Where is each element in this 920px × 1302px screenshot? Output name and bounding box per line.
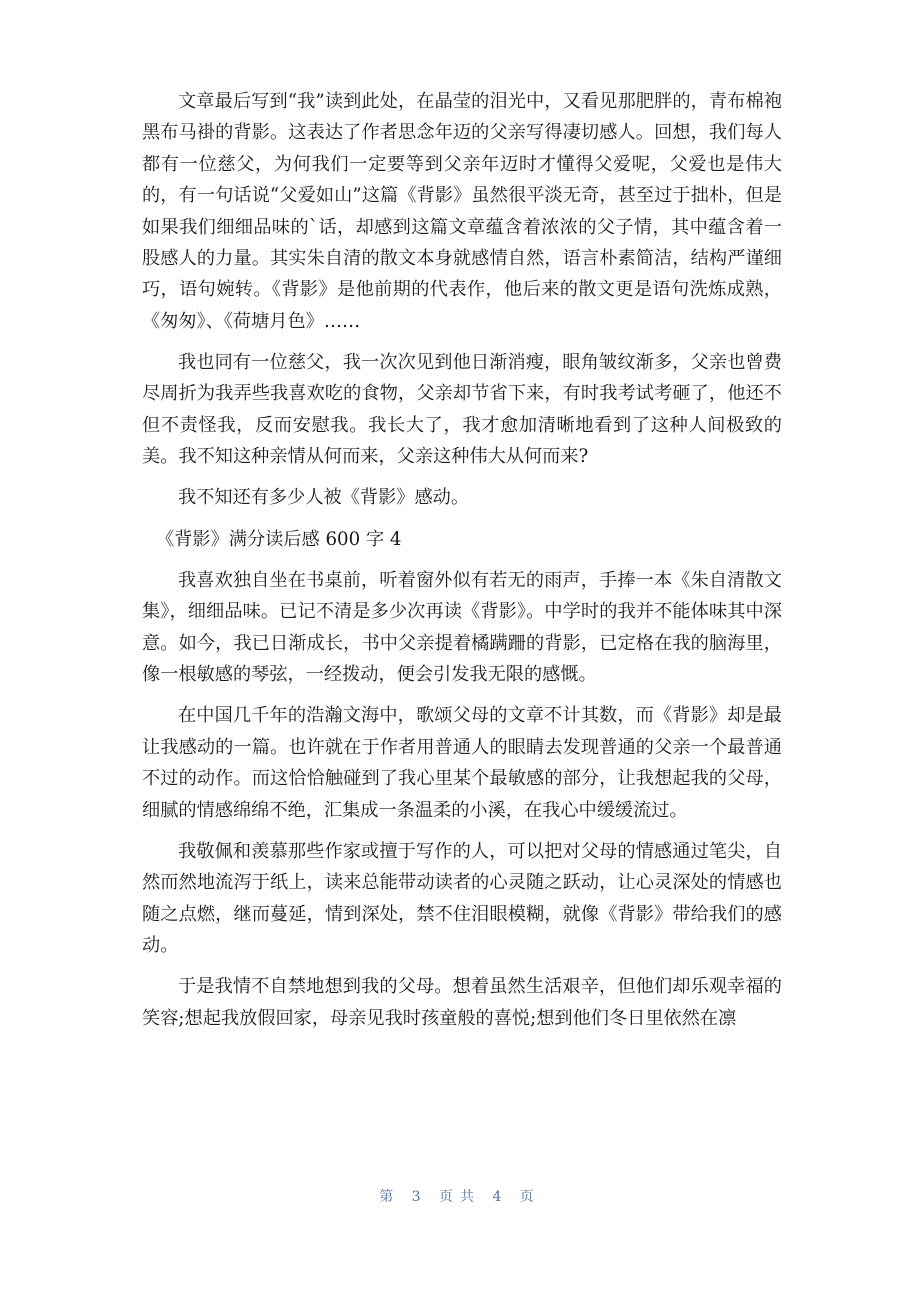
paragraph: 我敬佩和羡慕那些作家或擅于写作的人，可以把对父母的情感通过笔尖，自然而然地流泻于纸上，读来总能带动读者的心灵随之跃动，让心灵深处的情感也随之点燃，继而蔓延，情到深处，禁不住泪眼模糊，就像《背影》带给我们的感动。 [142, 840, 782, 956]
paragraph: 我也同有一位慈父，我一次次见到他日渐消瘦，眼角皱纹渐多，父亲也曾费尽周折为我弄些我喜欢吃的食物，父亲却节省下来，有时我考试考砸了，他还不但不责怪我，反而安慰我。我长大了，我才愈加清晰地看到了这种人间极致的美。我不知这种亲情从何而来，父亲这种伟大从何而来? [142, 352, 782, 468]
paragraph: 我不知还有多少人被《背影》感动。 [178, 487, 470, 509]
page-number-footer: 第 3 页共 4 页 [379, 1189, 541, 1205]
paragraph: 文章最后写到“我”读到此处，在晶莹的泪光中，又看见那肥胖的，青布棉袍黑布马褂的背影。这表达了作者思念年迈的父亲写得凄切感人。回想，我们每人都有一位慈父，为何我们一定要等到父亲年迈时才懂得父爱呢，父爱也是伟大的，有一句话说“父爱如山”这篇《背影》虽然很平淡无奇，甚至过于拙朴，但是如果我们细细品味的`话，却感到这篇文章蕴含着浓浓的父子情，其中蕴含着一股感人的力量。其实朱自清的散文本身就感情自然，语言朴素简洁，结构严谨细巧，语句婉转。《背影》是他前期的代表作，他后来的散文更是语句洗炼成熟，《匆匆》、《荷塘月色》…… [142, 91, 782, 332]
paragraph: 在中国几千年的浩瀚文海中，歌颂父母的文章不计其数，而《背影》却是最让我感动的一篇。也许就在于作者用普通人的眼睛去发现普通的父亲一个最普通不过的动作。而这恰恰触碰到了我心里某个最敏感的部分，让我想起我的父母，细腻的情感绵绵不绝，汇集成一条温柔的小溪，在我心中缓缓流过。 [142, 705, 782, 821]
paragraph: 我喜欢独自坐在书桌前，听着窗外似有若无的雨声，手捧一本《朱自清散文集》，细细品味。已记不清是多少次再读《背影》。中学时的我并不能体味其中深意。如今，我已日渐成长，书中父亲提着橘蹒跚的背影，已定格在我的脑海里，像一根敏感的琴弦，一经拨动，便会引发我无限的感慨。 [142, 569, 782, 686]
paragraph: 于是我情不自禁地想到我的父母。想着虽然生活艰辛，但他们却乐观幸福的笑容;想起我放假回家，母亲见我时孩童般的喜悦;想到他们冬日里依然在凛 [142, 976, 782, 1029]
document-body [142, 86, 782, 1044]
section-heading: 《背影》满分读后感 600 字 4 [156, 528, 402, 550]
